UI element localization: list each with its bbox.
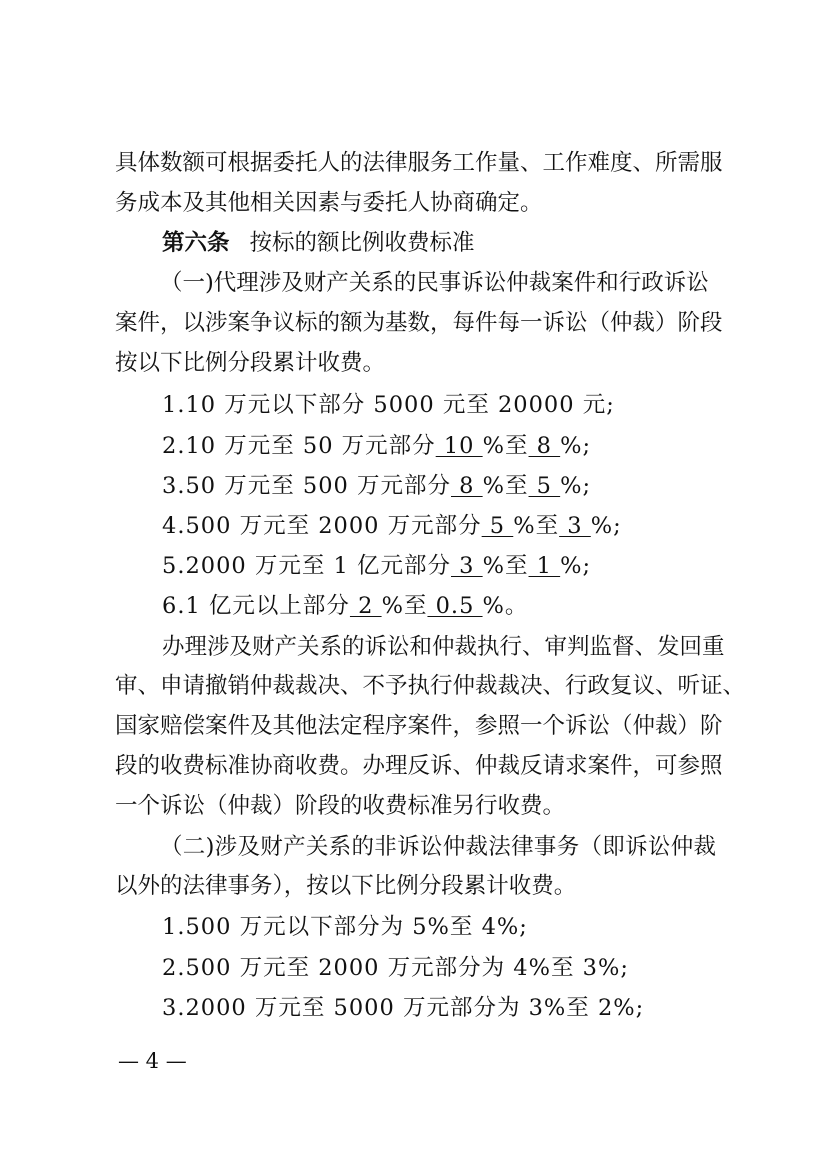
rate-to: 1: [528, 553, 561, 579]
list-item: 4.500 万元至 2000 万元部分 5 %至 3 %;: [162, 513, 622, 539]
paragraph-line: 办理涉及财产关系的诉讼和仲裁执行、审判监督、发回重: [162, 634, 725, 660]
paragraph-line: 一个诉讼（仲裁）阶段的收费标准另行收费。: [115, 793, 566, 819]
paragraph-line: 审、申请撤销仲裁裁决、不予执行仲裁裁决、行政复议、听证、: [115, 673, 746, 699]
paragraph-line: 务成本及其他相关因素与委托人协商确定。: [115, 190, 543, 216]
paragraph-line: 案件，以涉案争议标的额为基数，每件每一诉讼（仲裁）阶段: [115, 310, 723, 336]
rate-from: 3: [451, 553, 483, 579]
list-item: 2.10 万元至 50 万元部分 10 %至 8 %;: [162, 433, 592, 459]
rate-from: 2: [349, 593, 382, 619]
article-heading: [162, 228, 475, 258]
paragraph-line: （二)涉及财产关系的非诉讼仲裁法律事务（即诉讼仲裁: [160, 834, 716, 860]
paragraph-line: 国家赔偿案件及其他法定程序案件，参照一个诉讼（仲裁）阶: [115, 713, 723, 739]
article-number: 第六条: [162, 230, 230, 256]
page-number: — 4 —: [118, 1049, 187, 1073]
paragraph-line: 段的收费标准协商收费。办理反诉、仲裁反请求案件，可参照: [115, 753, 723, 779]
rate-from: 10: [435, 433, 483, 459]
rate-to: 5: [528, 473, 561, 499]
list-item: 2.500 万元至 2000 万元部分为 4%至 3%;: [162, 955, 629, 981]
list-item: 1.500 万元以下部分为 5%至 4%;: [162, 914, 528, 940]
list-item: 3.50 万元至 500 万元部分 8 %至 5 %;: [162, 473, 592, 499]
paragraph-line: 具体数额可根据委托人的法律服务工作量、工作难度、所需服: [115, 150, 723, 176]
rate-from: 8: [451, 473, 483, 499]
rate-to: 3: [559, 513, 591, 539]
rate-from: 5: [481, 513, 514, 539]
rate-to: 0.5: [427, 593, 483, 619]
list-item: 5.2000 万元至 1 亿元部分 3 %至 1 %;: [162, 553, 592, 579]
list-item: 3.2000 万元至 5000 万元部分为 3%至 2%;: [162, 995, 645, 1021]
paragraph-line: 以外的法律事务），按以下比例分段累计收费。: [115, 873, 577, 899]
list-item: 1.10 万元以下部分 5000 元至 20000 元;: [162, 392, 615, 418]
article-title: 按标的额比例收费标准: [249, 230, 475, 256]
paragraph-line: 按以下比例分段累计收费。: [115, 350, 386, 376]
paragraph-line: （一)代理涉及财产关系的民事诉讼仲裁案件和行政诉讼: [160, 270, 709, 296]
list-item: 6.1 亿元以上部分 2 %至 0.5 %。: [162, 593, 529, 619]
rate-to: 8: [528, 433, 561, 459]
